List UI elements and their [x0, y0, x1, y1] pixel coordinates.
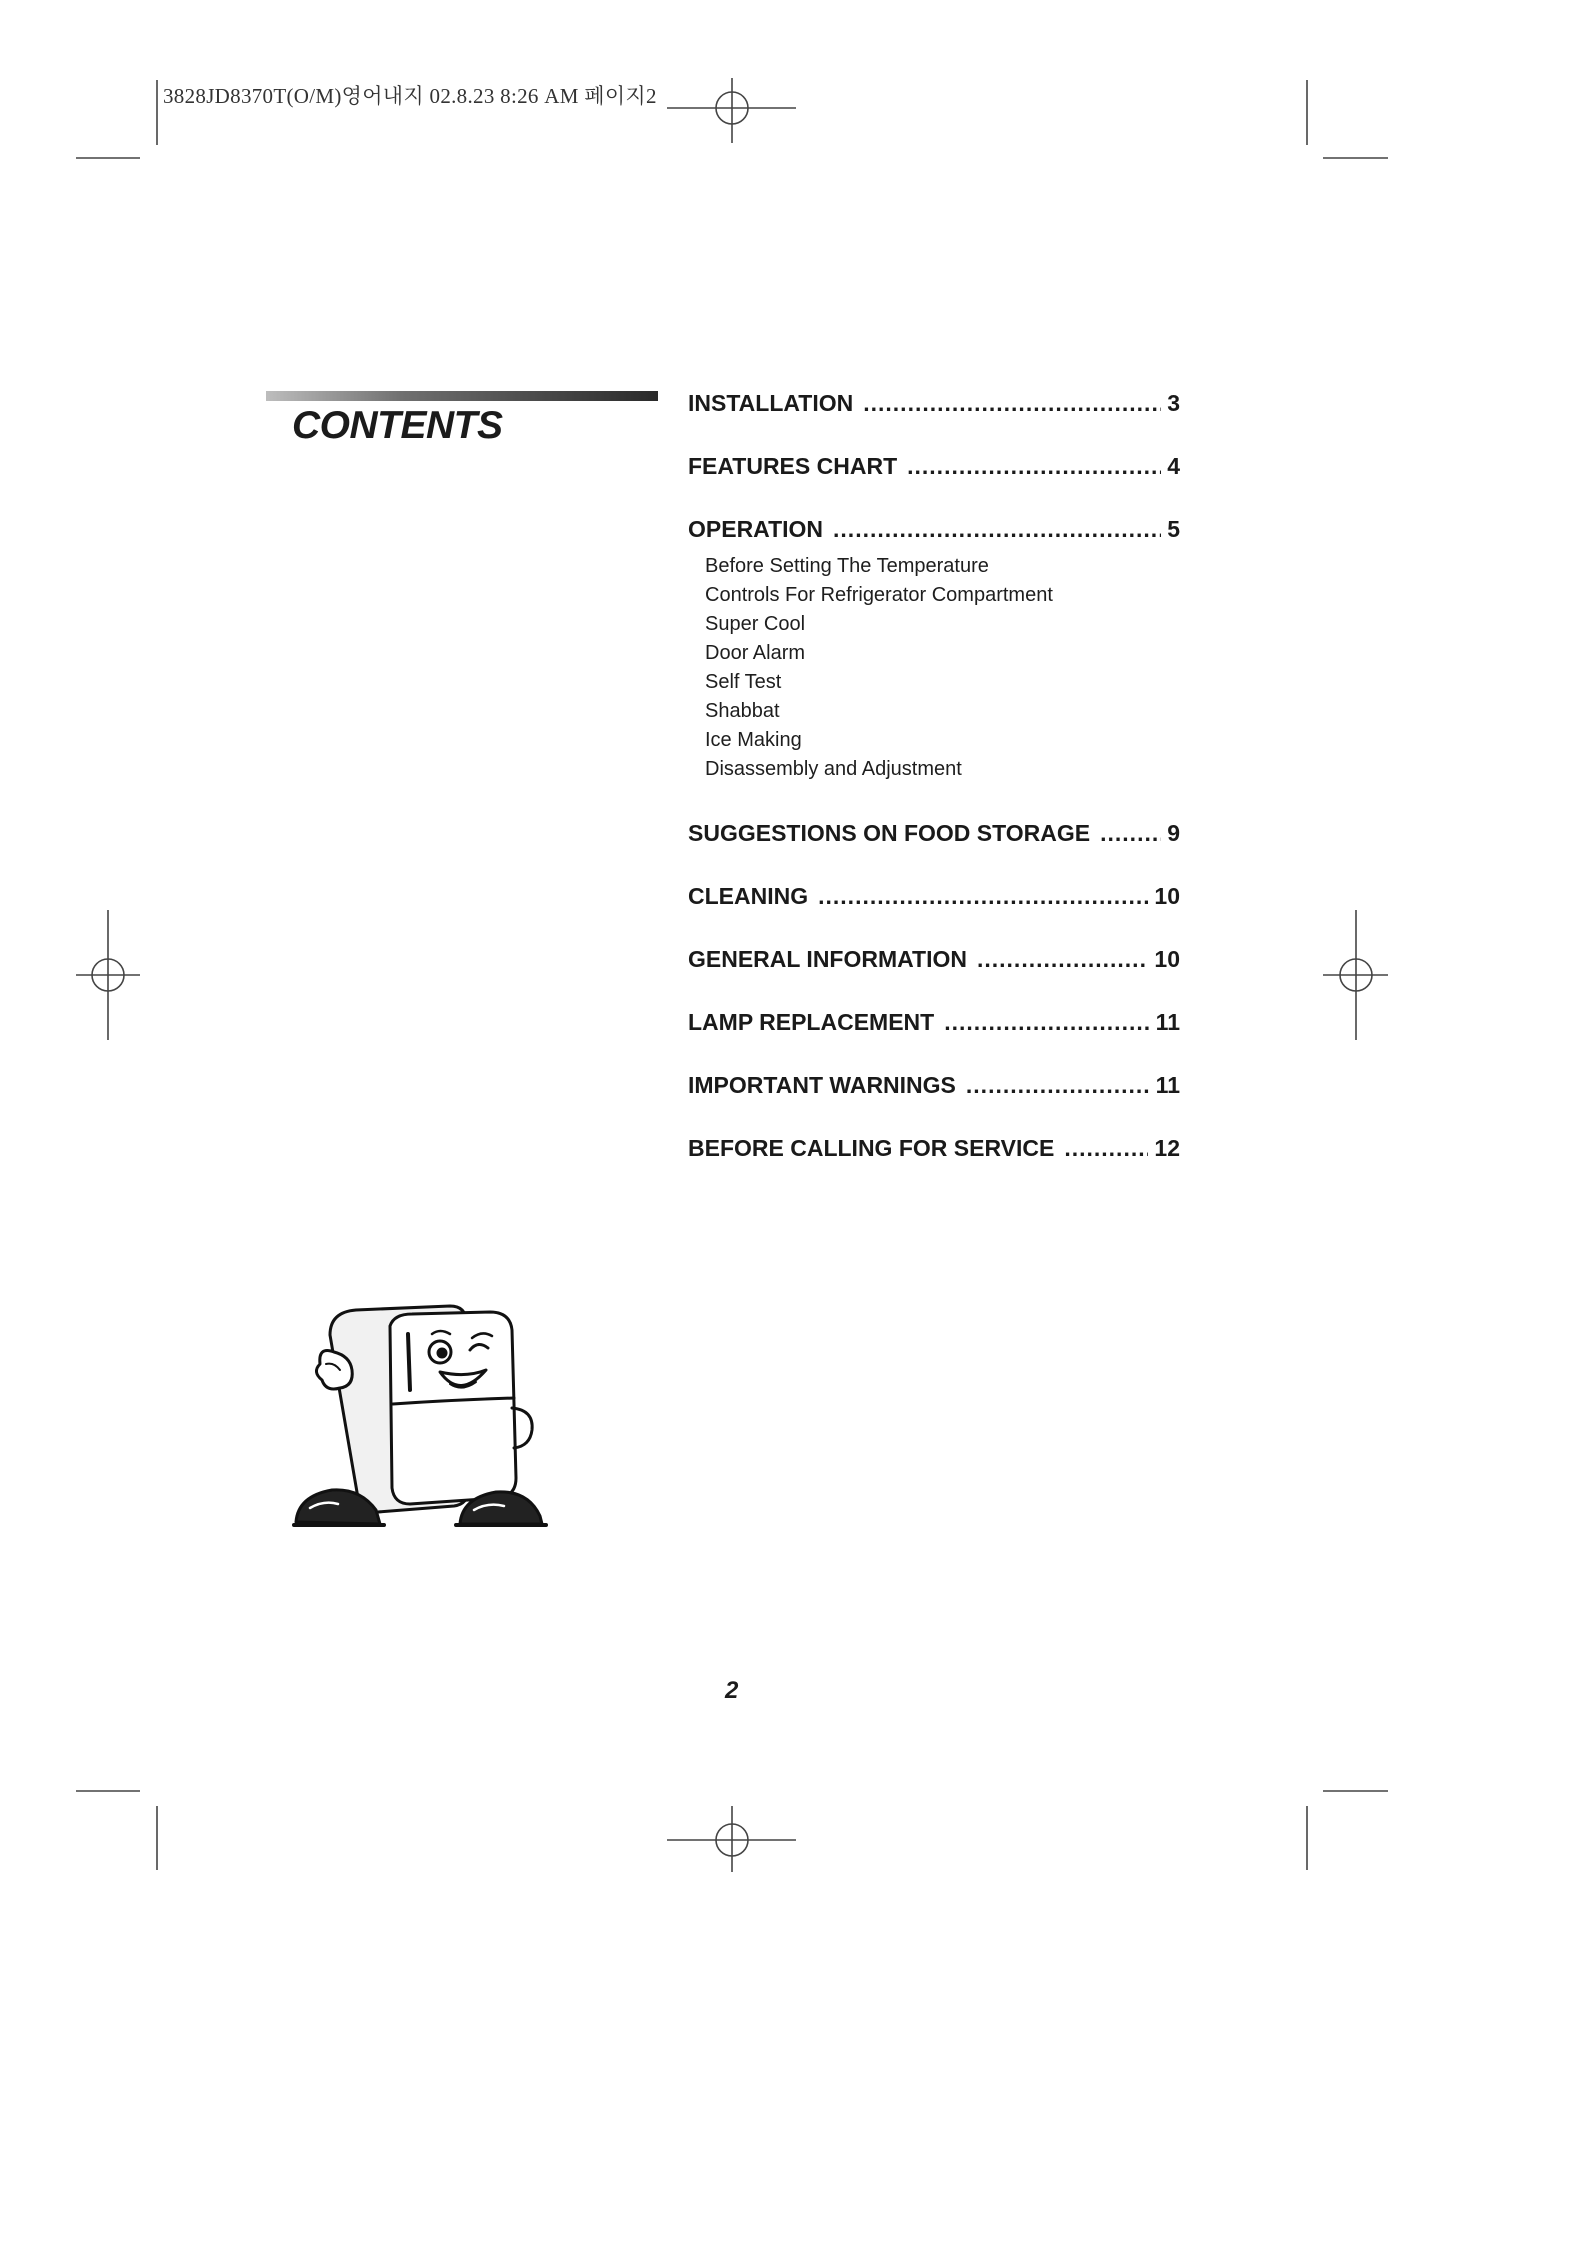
page-title: CONTENTS — [292, 404, 503, 447]
toc-label: FEATURES CHART — [688, 453, 898, 479]
toc-subitem[interactable]: Ice Making — [705, 729, 802, 751]
toc-entry-before-calling[interactable] — [688, 1135, 1180, 1162]
toc-subitem[interactable]: Disassembly and Adjustment — [705, 758, 962, 780]
toc-leader — [977, 946, 1148, 973]
toc-subitem[interactable]: Self Test — [705, 671, 782, 693]
toc-page: 11 — [1155, 1072, 1180, 1098]
toc-page: 11 — [1155, 1009, 1180, 1035]
toc-page: 4 — [1167, 453, 1180, 479]
toc-page: 5 — [1167, 516, 1180, 542]
toc-label: CLEANING — [688, 883, 809, 909]
toc-label: INSTALLATION — [688, 390, 854, 416]
toc-page: 9 — [1167, 820, 1180, 846]
toc-subitem[interactable]: Controls For Refrigerator Compartment — [705, 584, 1053, 606]
toc-entry-cleaning[interactable] — [688, 883, 1180, 910]
operation-subsections — [705, 552, 1053, 784]
toc-leader — [818, 883, 1148, 910]
toc-subitem[interactable]: Shabbat — [705, 700, 780, 722]
toc-leader — [863, 390, 1161, 417]
toc-entry-lamp-replacement[interactable] — [688, 1009, 1180, 1036]
toc-label: OPERATION — [688, 516, 824, 542]
toc-entry-general-information[interactable] — [688, 946, 1180, 973]
toc-leader — [1064, 1135, 1148, 1162]
toc-page: 12 — [1154, 1135, 1180, 1161]
toc-entry-operation[interactable] — [688, 516, 1180, 543]
toc-page: 3 — [1167, 390, 1180, 416]
toc-page: 10 — [1154, 946, 1180, 972]
refrigerator-mascot-icon — [290, 1300, 590, 1530]
page-number: 2 — [725, 1677, 739, 1704]
toc-leader — [907, 453, 1161, 480]
toc-subitem[interactable]: Super Cool — [705, 613, 806, 635]
toc-label: IMPORTANT WARNINGS — [688, 1072, 956, 1098]
toc-leader — [833, 516, 1161, 543]
toc-page: 10 — [1154, 883, 1180, 909]
toc-entry-installation[interactable] — [688, 390, 1180, 417]
toc-subitem[interactable]: Before Setting The Temperature — [705, 555, 989, 577]
toc-leader — [966, 1072, 1150, 1099]
toc-entry-features-chart[interactable] — [688, 453, 1180, 480]
toc-label: BEFORE CALLING FOR SERVICE — [688, 1135, 1055, 1161]
toc-label: SUGGESTIONS ON FOOD STORAGE — [688, 820, 1091, 846]
print-slug-header: 3828JD8370T(O/M)영어내지 02.8.23 8:26 AM 페이지2 — [163, 84, 657, 108]
toc-label: LAMP REPLACEMENT — [688, 1009, 935, 1035]
toc-subitem[interactable]: Door Alarm — [705, 642, 806, 664]
toc-entry-suggestions[interactable] — [688, 820, 1180, 847]
toc-entry-important-warnings[interactable] — [688, 1072, 1180, 1099]
toc-leader — [1100, 820, 1161, 847]
title-bar — [266, 391, 658, 401]
toc-leader — [944, 1009, 1149, 1036]
toc-label: GENERAL INFORMATION — [688, 946, 967, 972]
